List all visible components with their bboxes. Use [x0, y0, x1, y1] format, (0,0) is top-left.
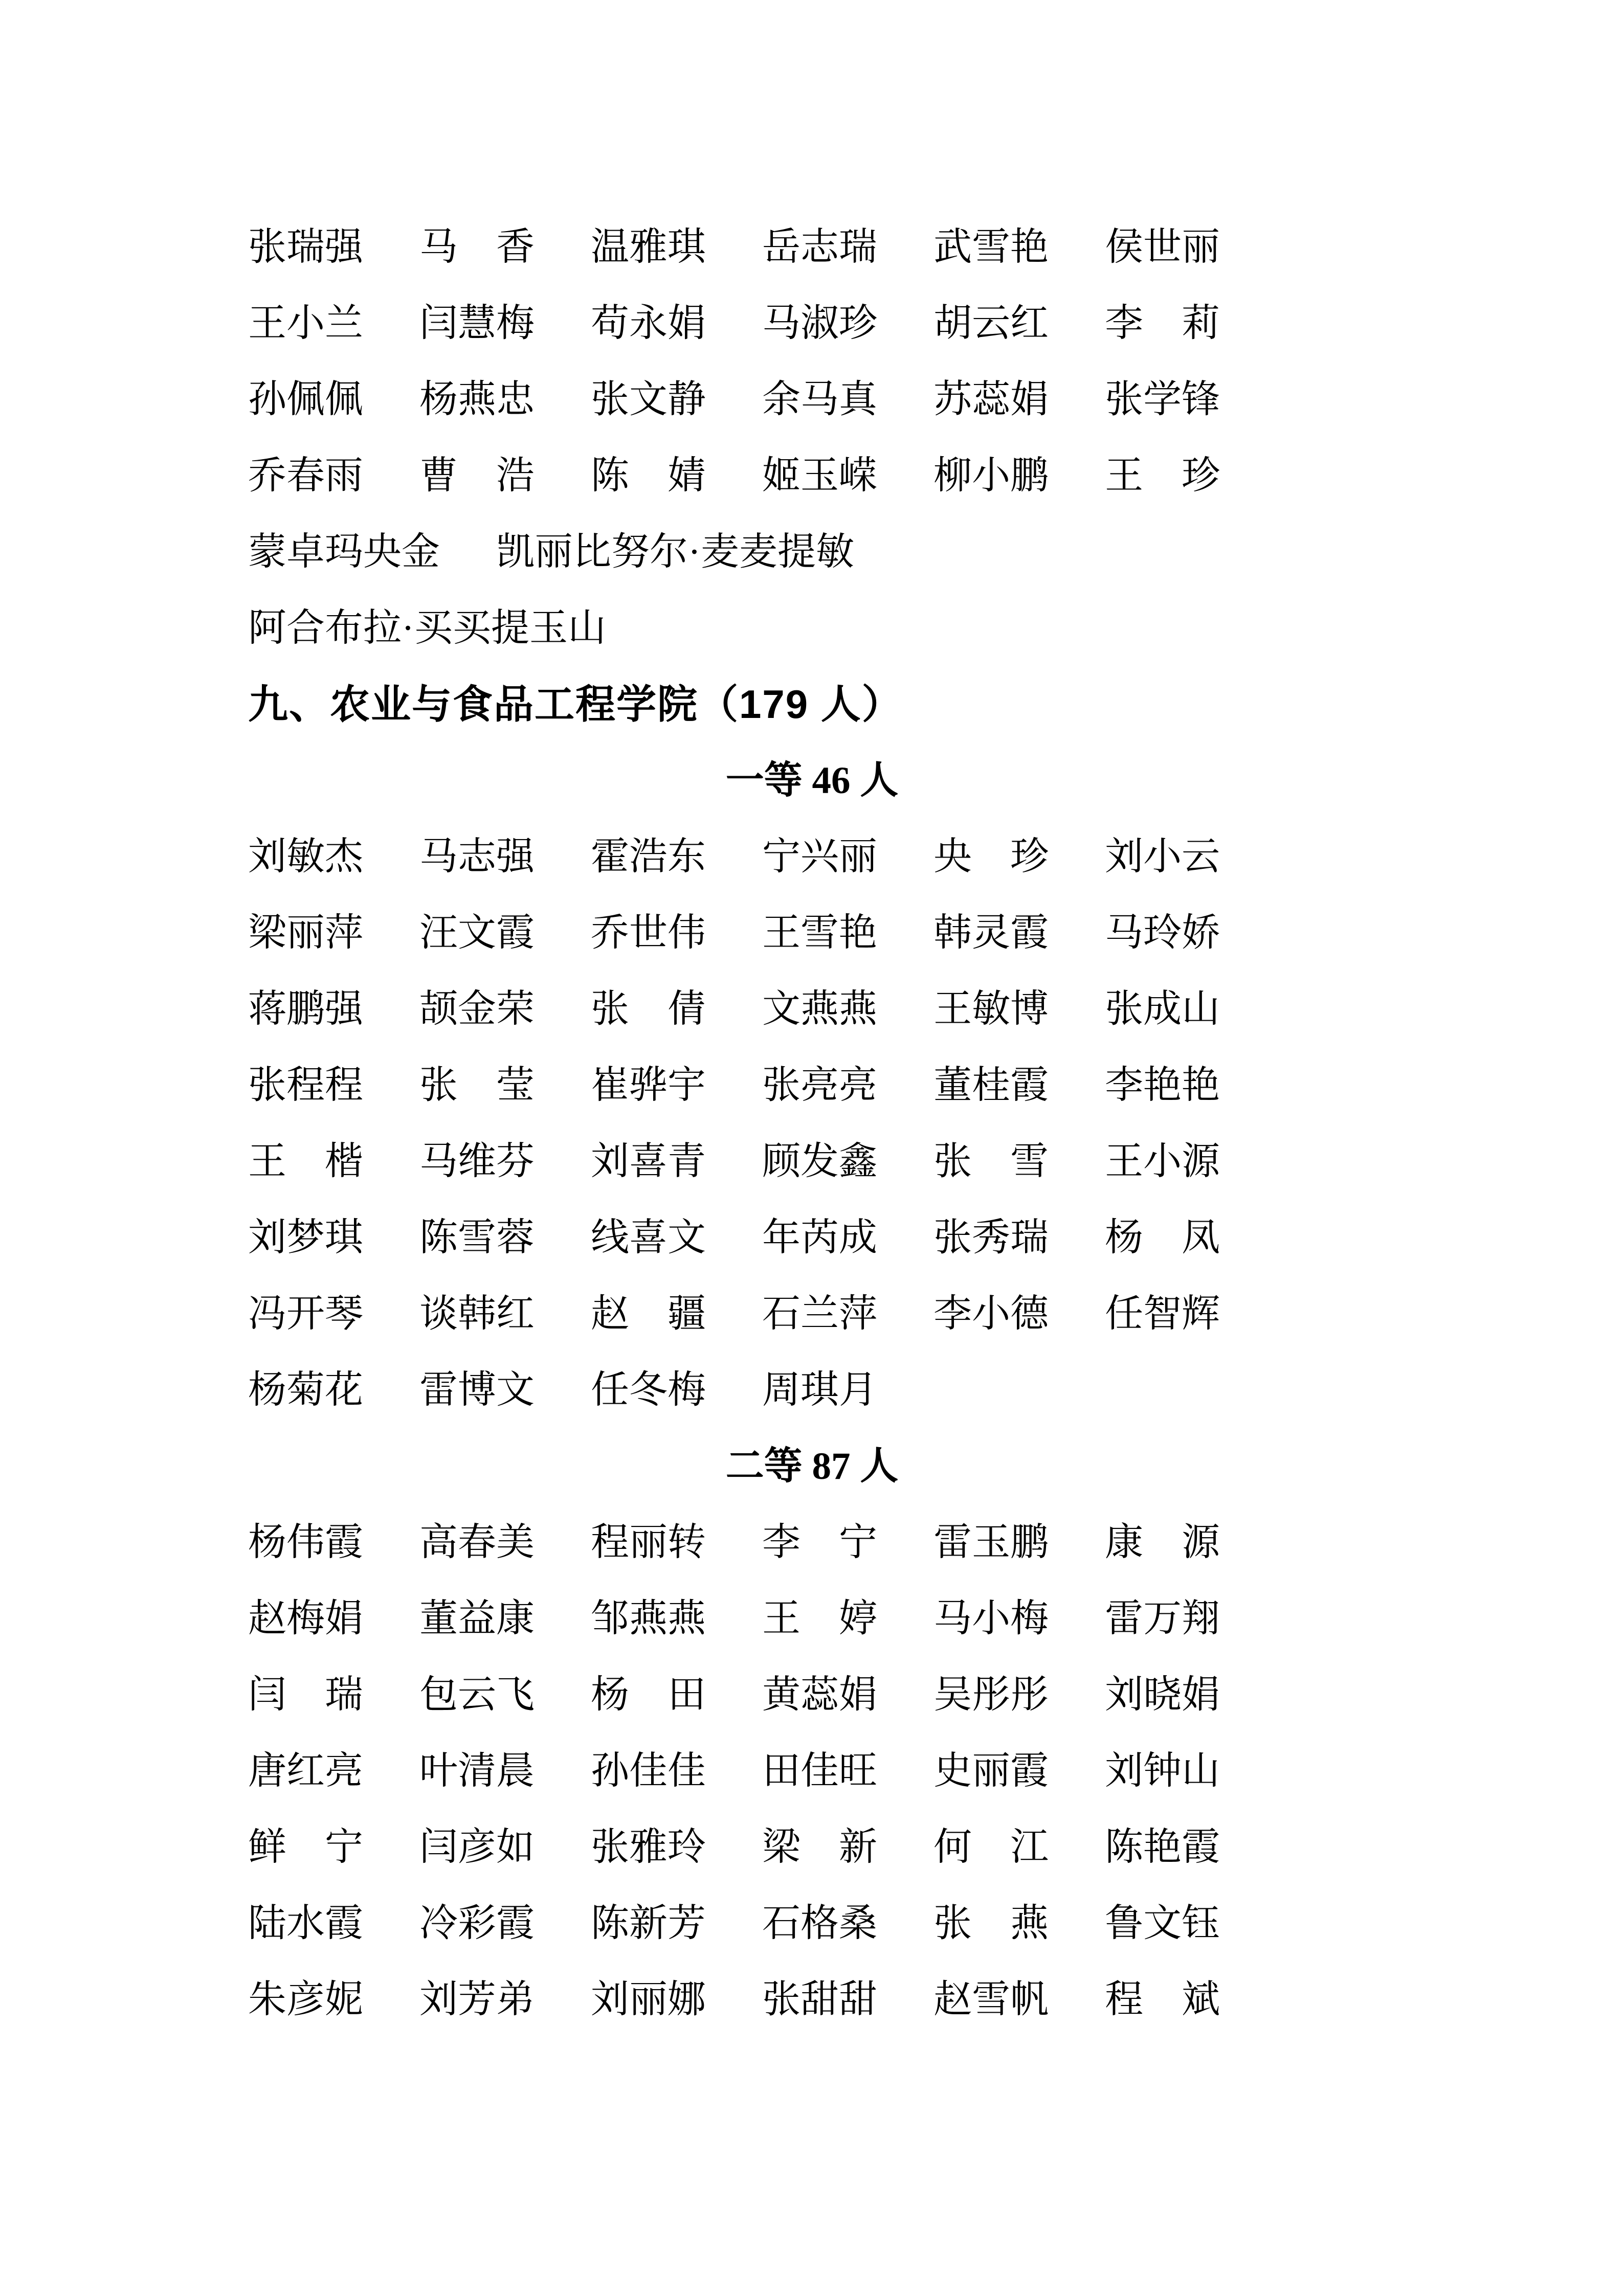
- name-cell: 文燕燕: [762, 988, 878, 1030]
- name-cell: 吴彤彤: [933, 1674, 1049, 1716]
- name-row: [248, 358, 1376, 434]
- name-row: [248, 1272, 1376, 1348]
- name-cell: 杨伟霞: [248, 1521, 364, 1564]
- name-cell: 苏蕊娟: [933, 378, 1049, 421]
- name-cell: 姬玉嵘: [762, 455, 878, 497]
- name-row: [248, 1806, 1376, 1882]
- name-cell: 程丽转: [591, 1521, 706, 1564]
- name-row: [248, 1196, 1376, 1272]
- name-cell: 王小兰: [248, 302, 364, 345]
- name-cell: 谈韩红: [419, 1293, 535, 1335]
- name-cell: 马 香: [419, 226, 535, 268]
- name-row: [248, 1577, 1376, 1653]
- name-cell: 闫慧梅: [419, 302, 535, 345]
- name-cell: 马志强: [419, 836, 535, 878]
- name-cell: 石格桑: [762, 1902, 878, 1945]
- name-cell: 杨 凤: [1105, 1217, 1220, 1259]
- name-cell: 张 倩: [591, 988, 706, 1030]
- name-row: [248, 815, 1376, 891]
- name-cell: 刘喜青: [591, 1140, 706, 1183]
- name-cell: 张文静: [591, 378, 706, 421]
- name-cell: 黄蕊娟: [762, 1674, 878, 1716]
- name-cell: 张程程: [248, 1064, 364, 1107]
- name-cell: 王雪艳: [762, 912, 878, 954]
- name-cell: 包云飞: [419, 1674, 535, 1716]
- document-content: [248, 206, 1376, 2034]
- name-cell: 董桂霞: [933, 1064, 1049, 1107]
- name-cell: 线喜文: [591, 1217, 706, 1259]
- name-row: [248, 967, 1376, 1044]
- name-cell: 陈雪蓉: [419, 1217, 535, 1259]
- name-cell: 乔春雨: [248, 455, 364, 497]
- name-cell: 刘芳弟: [419, 1978, 535, 2021]
- name-cell: 陈艳霞: [1105, 1826, 1220, 1869]
- name-cell: 胡云红: [933, 302, 1049, 345]
- name-cell: 余马真: [762, 378, 878, 421]
- name-row: [248, 1120, 1376, 1196]
- name-cell: 李 宁: [762, 1521, 878, 1564]
- name-cell: 朱彦妮: [248, 1978, 364, 2021]
- name-cell: 刘小云: [1105, 836, 1220, 878]
- name-cell: 任冬梅: [591, 1369, 706, 1411]
- name-cell: 宁兴丽: [762, 836, 878, 878]
- name-cell: 年芮成: [762, 1217, 878, 1259]
- name-cell: 曹 浩: [419, 455, 535, 497]
- name-cell: 王 婷: [762, 1597, 878, 1640]
- name-cell: 马小梅: [933, 1597, 1049, 1640]
- name-row: [248, 1044, 1376, 1120]
- name-cell: 梁 新: [762, 1826, 878, 1869]
- name-cell: 刘梦琪: [248, 1217, 364, 1259]
- name-cell: 马玲娇: [1105, 912, 1220, 954]
- name-cell: 高春美: [419, 1521, 535, 1564]
- name-cell: 乔世伟: [591, 912, 706, 954]
- name-row: [248, 1958, 1376, 2034]
- name-cell: 李小德: [933, 1293, 1049, 1335]
- name-cell: 杨菊花: [248, 1369, 364, 1411]
- name-row: [248, 206, 1376, 282]
- name-row: [248, 1348, 1376, 1425]
- name-cell: 张雅玲: [591, 1826, 706, 1869]
- name-cell: 赵 疆: [591, 1293, 706, 1335]
- name-cell: 陆水霞: [248, 1902, 364, 1945]
- name-cell: 鲁文钰: [1105, 1902, 1220, 1945]
- name-cell: 崔骅宇: [591, 1064, 706, 1107]
- name-cell: 顾发鑫: [762, 1140, 878, 1183]
- section-heading: 九、农业与食品工程学院（179 人）: [248, 681, 903, 727]
- name-cell: 张瑞强: [248, 226, 364, 268]
- name-cell: 闫 瑞: [248, 1674, 364, 1716]
- name-row: [248, 510, 1376, 587]
- name-cell: 周琪月: [762, 1369, 878, 1411]
- name-cell: 汪文霞: [419, 912, 535, 954]
- name-row: [248, 282, 1376, 358]
- name-cell: 柳小鹏: [933, 455, 1049, 497]
- name-cell: 杨 田: [591, 1674, 706, 1716]
- name-cell: 梁丽萍: [248, 912, 364, 954]
- name-cell: 李艳艳: [1105, 1064, 1220, 1107]
- name-cell: 康 源: [1105, 1521, 1220, 1564]
- name-row: [248, 1501, 1376, 1577]
- name-cell: 冷彩霞: [419, 1902, 535, 1945]
- name-cell: 张学锋: [1105, 378, 1220, 421]
- name-cell: 苟永娟: [591, 302, 706, 345]
- name-cell: 雷万翔: [1105, 1597, 1220, 1640]
- name-cell: 阿合布拉·买买提玉山: [248, 607, 606, 649]
- name-cell: 石兰萍: [762, 1293, 878, 1335]
- name-cell: 张 雪: [933, 1140, 1049, 1183]
- name-cell: 马维芬: [419, 1140, 535, 1183]
- name-cell: 刘丽娜: [591, 1978, 706, 2021]
- name-cell: 王 珍: [1105, 455, 1220, 497]
- name-cell: 史丽霞: [933, 1750, 1049, 1792]
- name-cell: 雷博文: [419, 1369, 535, 1411]
- name-cell: 张 燕: [933, 1902, 1049, 1945]
- name-cell: 王敏博: [933, 988, 1049, 1030]
- name-cell: 陈新芳: [591, 1902, 706, 1945]
- name-cell: 刘钟山: [1105, 1750, 1220, 1792]
- name-cell: 陈 婧: [591, 455, 706, 497]
- name-row: [248, 1653, 1376, 1729]
- name-row: [248, 434, 1376, 510]
- name-cell: 侯世丽: [1105, 226, 1220, 268]
- name-cell: 孙佩佩: [248, 378, 364, 421]
- name-row: [248, 1882, 1376, 1958]
- name-cell: 赵雪帆: [933, 1978, 1049, 2021]
- name-cell: 鲜 宁: [248, 1826, 364, 1869]
- name-cell: 田佳旺: [762, 1750, 878, 1792]
- name-cell: 任智辉: [1105, 1293, 1220, 1335]
- name-cell: 王小源: [1105, 1140, 1220, 1183]
- name-cell: 武雪艳: [933, 226, 1049, 268]
- name-cell: 蒙卓玛央金: [248, 531, 440, 573]
- name-cell: 张甜甜: [762, 1978, 878, 2021]
- name-cell: 程 斌: [1105, 1978, 1220, 2021]
- name-cell: 何 江: [933, 1826, 1049, 1869]
- name-row: [248, 891, 1376, 967]
- name-cell: 张成山: [1105, 988, 1220, 1030]
- name-cell: 董益康: [419, 1597, 535, 1640]
- name-row: [248, 587, 1376, 663]
- name-cell: 岳志瑞: [762, 226, 878, 268]
- name-cell: 邹燕燕: [591, 1597, 706, 1640]
- name-cell: 温雅琪: [591, 226, 706, 268]
- name-cell: 雷玉鹏: [933, 1521, 1049, 1564]
- name-cell: 马淑珍: [762, 302, 878, 345]
- name-cell: 孙佳佳: [591, 1750, 706, 1792]
- grade-subheading: 一等 46 人: [725, 759, 899, 802]
- name-cell: 李 莉: [1105, 302, 1220, 345]
- name-cell: 唐红亮: [248, 1750, 364, 1792]
- name-cell: 杨燕忠: [419, 378, 535, 421]
- name-cell: 冯开琴: [248, 1293, 364, 1335]
- name-cell: 王 楷: [248, 1140, 364, 1183]
- name-cell: 韩灵霞: [933, 912, 1049, 954]
- name-cell: 叶清晨: [419, 1750, 535, 1792]
- name-cell: 霍浩东: [591, 836, 706, 878]
- name-cell: 张 莹: [419, 1064, 535, 1107]
- name-cell: 闫彦如: [419, 1826, 535, 1869]
- name-cell: 张亮亮: [762, 1064, 878, 1107]
- name-cell: 张秀瑞: [933, 1217, 1049, 1259]
- name-cell: 刘晓娟: [1105, 1674, 1220, 1716]
- name-cell: 蒋鹏强: [248, 988, 364, 1030]
- name-cell: 凯丽比努尔·麦麦提敏: [496, 531, 854, 573]
- name-cell: 刘敏杰: [248, 836, 364, 878]
- name-cell: 赵梅娟: [248, 1597, 364, 1640]
- name-cell: 颉金荣: [419, 988, 535, 1030]
- name-row: [248, 1729, 1376, 1806]
- grade-subheading: 二等 87 人: [725, 1445, 899, 1488]
- name-cell: 央 珍: [933, 836, 1049, 878]
